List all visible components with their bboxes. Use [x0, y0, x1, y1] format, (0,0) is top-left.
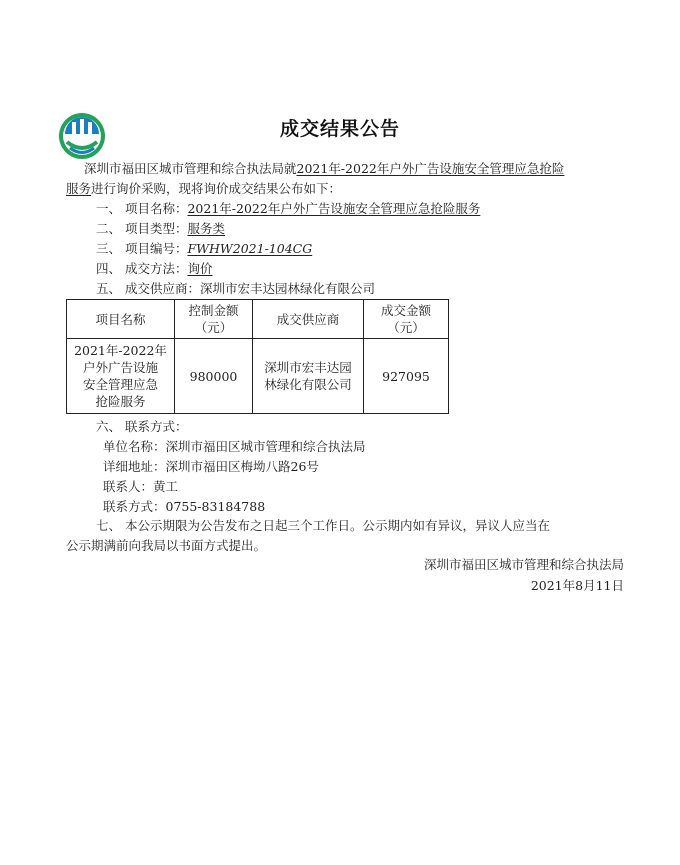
table-header-row [67, 300, 449, 339]
item-deal-method [96, 261, 213, 277]
notice-line-1: 七、 本公示期限为公告发布之日起三个工作日。公示期内如有异议，异议人应当在 [96, 518, 550, 533]
item-supplier [96, 281, 375, 297]
item-project-name [96, 201, 480, 217]
notice-line-2: 公示期满前向我局以书面方式提出。 [66, 538, 267, 553]
table-row [67, 339, 449, 414]
item-label: 三、 项目编号： [96, 241, 188, 256]
cell-deal-amount: 927095 [364, 339, 449, 414]
contact-unit: 单位名称：深圳市福田区城市管理和综合执法局 [103, 439, 366, 454]
intro-prefix: 深圳市福田区城市管理和综合执法局就 [84, 161, 297, 176]
cell-control-amount: 980000 [175, 339, 253, 414]
cell-project-name: 2021年-2022年 户外广告设施 安全管理应急 抢险服务 [67, 339, 175, 414]
contact-person: 联系人：黄工 [103, 479, 179, 494]
item-label: 一、 项目名称： [96, 201, 188, 216]
intro-project-name: 2021年-2022年户外广告设施安全管理应急抢险 [296, 161, 565, 176]
intro-suffix: 进行询价采购，现将询价成交结果公布如下： [91, 181, 342, 196]
item-project-type [96, 221, 225, 237]
item-value: FWHW2021-104CG [187, 241, 313, 256]
item-value: 询价 [187, 261, 213, 276]
item-label: 二、 项目类型： [96, 221, 188, 236]
contact-heading: 六、 联系方式： [96, 419, 188, 434]
item-value: 深圳市宏丰达园林绿化有限公司 [199, 281, 375, 296]
item-value: 服务类 [187, 221, 225, 236]
header-supplier: 成交供应商 [253, 300, 364, 339]
signature-date: 2021年8月11日 [530, 578, 624, 593]
item-label: 四、 成交方法： [96, 261, 188, 276]
contact-phone: 联系方式：0755-83184788 [103, 499, 266, 514]
intro-project-name-tail: 服务 [66, 181, 92, 196]
result-table [66, 299, 449, 414]
item-project-code [96, 241, 312, 257]
page-title: 成交结果公告 [279, 118, 400, 140]
contact-address: 详细地址：深圳市福田区梅坳八路26号 [103, 459, 319, 474]
intro-line-1 [84, 161, 564, 177]
intro-line-2 [66, 181, 341, 197]
item-label: 五、 成交供应商： [96, 281, 200, 296]
item-value: 2021年-2022年户外广告设施安全管理应急抢险服务 [187, 201, 481, 216]
signature-org: 深圳市福田区城市管理和综合执法局 [423, 557, 624, 572]
header-project-name: 项目名称 [67, 300, 175, 339]
header-control-amount: 控制金额 （元） [175, 300, 253, 339]
cell-supplier: 深圳市宏丰达园 林绿化有限公司 [253, 339, 364, 414]
header-deal-amount: 成交金额 （元） [364, 300, 449, 339]
